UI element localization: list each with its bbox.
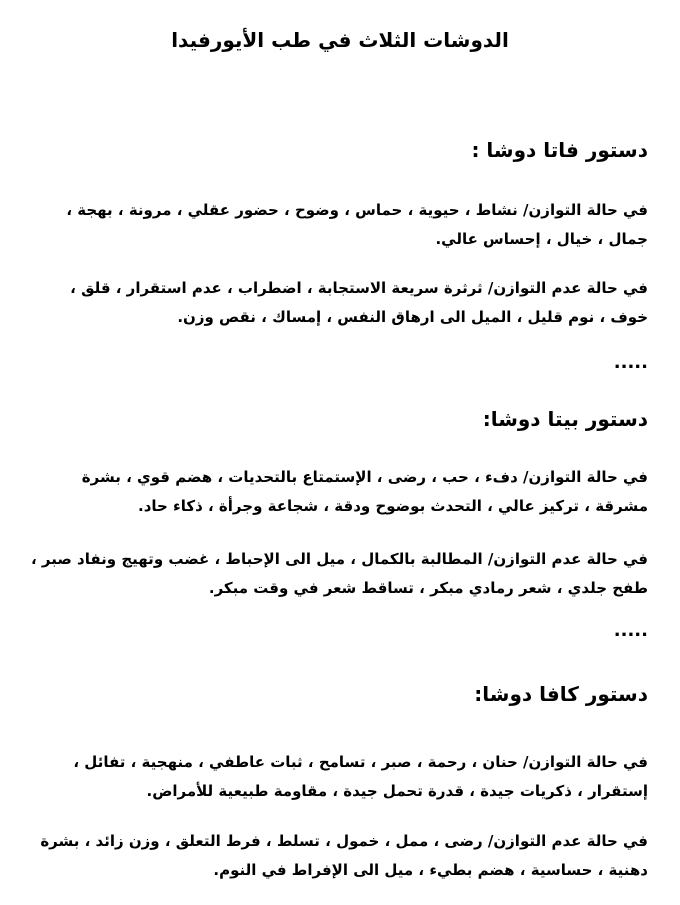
section-separator: .....	[613, 352, 648, 373]
paragraph-pitta-imbalanced: في حالة عدم التوازن/ المطالبة بالكمال ، ميل الى الإحباط ، غضب وتهيج ونفاد صبر ، طفح جلدي ، شعر رمادي مبكر ، تساقط شعر في وقت مبكر.	[30, 550, 648, 597]
section-separator: .....	[613, 620, 648, 641]
paragraph-vata-imbalanced: في حالة عدم التوازن/ ثرثرة سريعة الاستجابة ، اضطراب ، عدم استقرار ، قلق ، خوف ، نوم قليل ، الميل الى ارهاق النفس ، إمساك ، نقص وزن.	[70, 279, 648, 326]
section-heading-kapha: دستور كافا دوشا:	[474, 682, 648, 706]
paragraph-kapha-imbalanced: في حالة عدم التوازن/ رضى ، ممل ، خمول ، تسلط ، فرط التعلق ، وزن زائد ، بشرة دهنية ، حساسية ، هضم بطيء ، ميل الى الإفراط في النوم.	[40, 832, 648, 879]
paragraph-vata-balanced: في حالة التوازن/ نشاط ، حيوية ، حماس ، وضوح ، حضور عقلي ، مرونة ، بهجة ، جمال ، خيال ، إحساس عالي.	[66, 201, 648, 248]
page-title: الدوشات الثلاث في طب الأيورفيدا	[171, 28, 509, 52]
section-heading-pitta: دستور بيتا دوشا:	[482, 407, 648, 431]
paragraph-pitta-balanced: في حالة التوازن/ دفء ، حب ، رضى ، الإستمتاع بالتحديات ، هضم قوي ، بشرة مشرقة ، تركيز عالي ، التحدث بوضوح ودقة ، شجاعة وجرأة ، ذكاء حاد.	[81, 468, 648, 515]
paragraph-kapha-balanced: في حالة التوازن/ حنان ، رحمة ، صبر ، تسامح ، ثبات عاطفي ، منهجية ، تفائل ، إستقرار ، ذكريات جيدة ، قدرة تحمل جيدة ، مقاومة طبيعية للأمراض.	[73, 753, 648, 800]
section-heading-vata: دستور فاتا دوشا :	[471, 138, 648, 162]
